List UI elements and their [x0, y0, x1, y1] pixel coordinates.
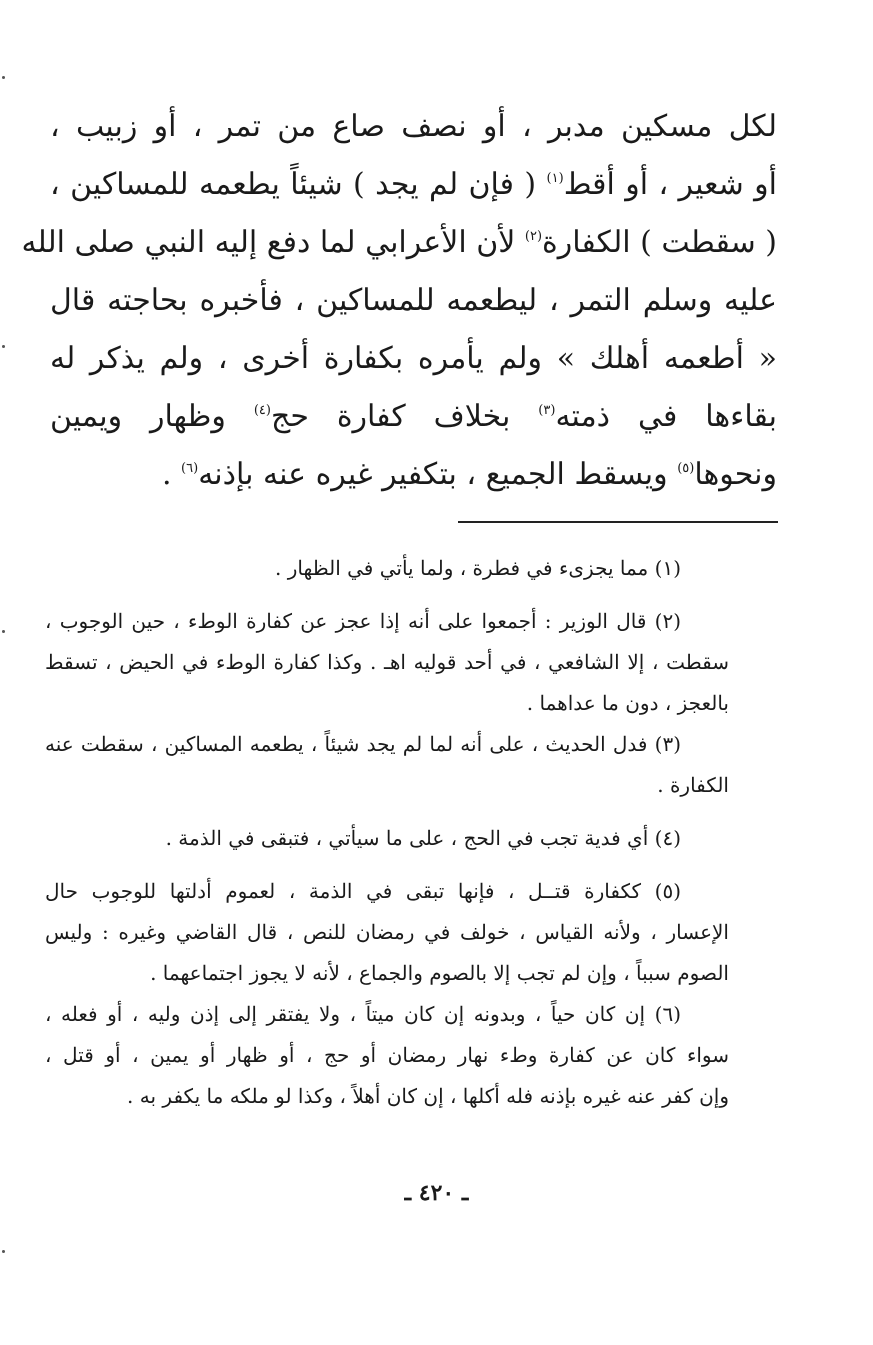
- main-line: ونحوها$^{(٥)}$ ويسقط الجميع ، بتكفير غيره عنه بإذنه$^{(٦)}$ .: [161, 457, 777, 492]
- footnotes: [45, 548, 777, 1117]
- main-line: لكل مسكين مدبر ، أو نصف صاع من تمر ، أو زبيب ،: [50, 109, 777, 144]
- footnote-separator: [458, 521, 778, 523]
- scan-mark: [2, 1250, 5, 1253]
- scan-mark: [2, 630, 5, 633]
- main-line: بقاءها في ذمته$^{(٣)}$ بخلاف كفارة حج$^{(٤)}$ وظهار ويمين: [50, 399, 778, 434]
- footnote-ref: (٥): [677, 461, 695, 476]
- main-line: عليه وسلم التمر ، ليطعمه للمساكين ، فأخبره بحاجته قال: [50, 283, 777, 318]
- footnote-6: (٦) إن كان حياً ، وبدونه إن كان ميتاً ، ولا يفتقر إلى إذن وليه ، أو فعله ، سواء كان عن كفارة وطء نهار رمضان أو حج ، أو ظهار أو يمين ، أو قتل ، وإن كفر عنه غيره بإذنه فله أكلها ، إن كان أهلاً ، وكذا لو ملكه ما يكفر به .: [45, 1002, 729, 1108]
- footnote-ref: (١): [546, 171, 564, 186]
- main-line: أو شعير ، أو أقط$^{(١)}$ ( فإن لم يجد ) شيئاً يطعمه للمساكين ،: [50, 167, 777, 202]
- main-text: [21, 98, 778, 504]
- footnote-4: (٤) أي فدية تجب في الحج ، على ما سيأتي ، فتبقى في الذمة .: [165, 826, 681, 850]
- footnote-ref: (٢): [524, 229, 543, 244]
- footnote-3: (٣) فدل الحديث ، على أنه لما لم يجد شيئاً ، يطعمه المساكين ، سقطت عنه الكفارة .: [45, 732, 729, 797]
- scan-mark: [2, 345, 5, 348]
- footnote-ref: (٣): [538, 403, 556, 418]
- footnote-1: (١) مما يجزىء في فطرة ، ولما يأتي في الظهار .: [275, 556, 681, 580]
- footnote-ref: (٤): [253, 403, 271, 418]
- scan-mark: [2, 76, 5, 79]
- footnote-2: (٢) قال الوزير : أجمعوا على أنه إذا عجز عن كفارة الوطء ، حين الوجوب ، سقطت ، إلا الشافعي ، في أحد قوليه اهـ . وكذا كفارة الوطء في الحيض ، تسقط بالعجز ، دون ما عداهما .: [45, 609, 729, 715]
- main-line: ( سقطت ) الكفارة$^{(٢)}$ لأن الأعرابي لما دفع إليه النبي صلى الله: [21, 225, 777, 260]
- footnote-5: (٥) ككفارة قتــل ، فإنها تبقى في الذمة ، لعموم أدلتها للوجوب حال الإعسار ، ولأنه القياس ، خولف في رمضان للنص ، قال القاضي وغيره : وليس الصوم سبباً ، وإن لم تجب إلا بالصوم والجماع ، لأنه لا يجوز اجتماعهما .: [45, 879, 729, 985]
- page-number: ـ ٤٢٠ ـ: [404, 1180, 469, 1206]
- footnote-ref: (٦): [181, 461, 199, 476]
- main-line: « أطعمه أهلك » ولم يأمره بكفارة أخرى ، ولم يذكر له: [50, 341, 777, 376]
